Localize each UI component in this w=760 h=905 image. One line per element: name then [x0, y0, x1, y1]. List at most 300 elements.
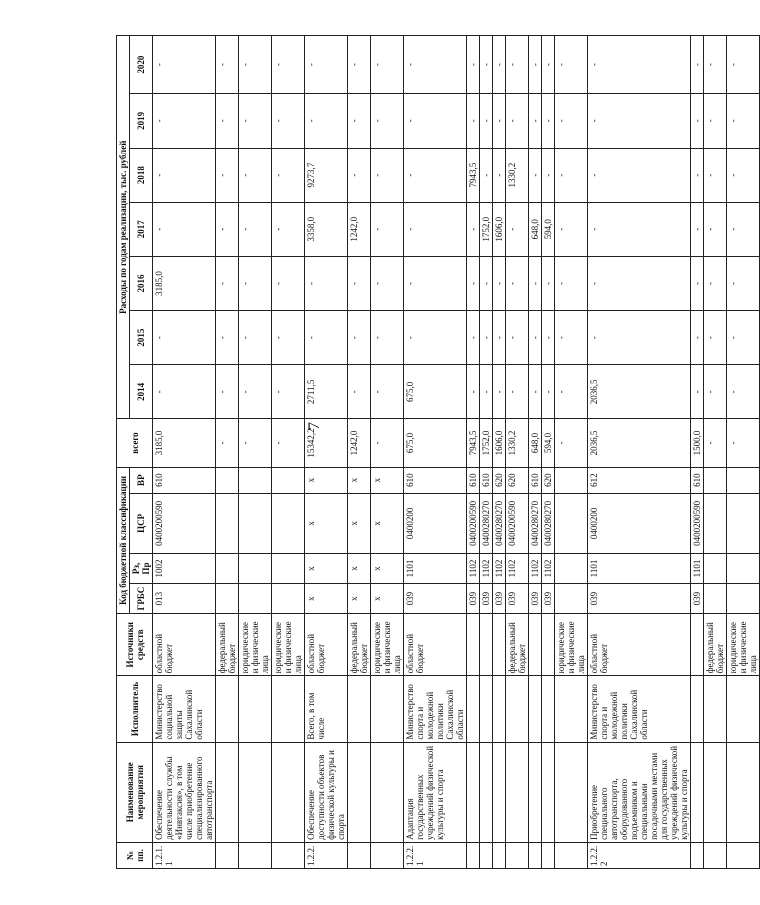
cell-y2016: - — [467, 256, 480, 310]
table-row — [153, 36, 216, 869]
cell-csr: 0400200590 — [153, 493, 216, 553]
header-year: 2015 — [130, 311, 153, 365]
cell-y2015: - — [691, 311, 704, 365]
header-row-1 — [117, 36, 130, 869]
cell-y2019: - — [529, 94, 542, 148]
cell-vr: 620 — [493, 467, 506, 493]
cell-name — [348, 742, 371, 842]
cell-num — [467, 842, 480, 868]
cell-y2014: - — [691, 365, 704, 419]
header-budget-code: Код бюджетной классификации — [117, 467, 130, 614]
cell-csr: 0400200590 — [691, 493, 704, 553]
cell-rzpr: x — [305, 553, 348, 583]
cell-y2020: - — [272, 36, 305, 94]
cell-name — [506, 742, 529, 842]
cell-y2018: 1330,2 — [506, 148, 529, 202]
cell-executor: Министерство социальной защиты Сахалинской области — [153, 676, 216, 742]
cell-grbs: 039 — [404, 584, 467, 614]
cell-total: 594,0 — [542, 419, 555, 467]
cell-y2018: - — [555, 148, 588, 202]
cell-y2020: - — [691, 36, 704, 94]
cell-y2020: - — [404, 36, 467, 94]
cell-executor — [555, 676, 588, 742]
cell-y2019: - — [239, 94, 272, 148]
cell-name — [216, 742, 239, 842]
cell-y2014: 675,0 — [404, 365, 467, 419]
cell-y2014: - — [727, 365, 760, 419]
cell-y2020: - — [371, 36, 404, 94]
cell-grbs — [216, 584, 239, 614]
cell-num: 1.2.2.2 — [588, 842, 691, 868]
cell-sources — [493, 614, 506, 676]
cell-y2016: 3185,0 — [153, 256, 216, 310]
cell-y2019: - — [216, 94, 239, 148]
cell-csr — [727, 493, 760, 553]
cell-total: 3185,0 — [153, 419, 216, 467]
cell-y2020: - — [305, 36, 348, 94]
cell-name — [555, 742, 588, 842]
table-row — [493, 36, 506, 869]
cell-executor: Министерство спорта и молодежной политики Сахалинской области — [588, 676, 691, 742]
cell-num — [239, 842, 272, 868]
header-sources: Источники средств — [117, 614, 153, 676]
cell-y2017: 3358,0 — [305, 202, 348, 256]
cell-total: 7943,5 — [467, 419, 480, 467]
cell-num: 1.2.2. — [305, 842, 348, 868]
cell-name: Обеспечение доступности объектов физической культуры и спорта — [305, 742, 348, 842]
table-row — [555, 36, 588, 869]
cell-rzpr — [555, 553, 588, 583]
cell-y2018: - — [371, 148, 404, 202]
header-year: 2018 — [130, 148, 153, 202]
cell-grbs: x — [371, 584, 404, 614]
header-year: 2017 — [130, 202, 153, 256]
cell-executor — [480, 676, 493, 742]
cell-y2016: - — [588, 256, 691, 310]
cell-grbs: 013 — [153, 584, 216, 614]
cell-grbs: 039 — [467, 584, 480, 614]
cell-y2014: - — [272, 365, 305, 419]
cell-y2016: - — [371, 256, 404, 310]
cell-y2018: - — [691, 148, 704, 202]
cell-vr: x — [305, 467, 348, 493]
cell-y2014: - — [239, 365, 272, 419]
cell-grbs: 039 — [588, 584, 691, 614]
cell-executor — [542, 676, 555, 742]
cell-y2018: - — [153, 148, 216, 202]
cell-rzpr — [239, 553, 272, 583]
cell-vr — [239, 467, 272, 493]
cell-y2018: 9273,7 — [305, 148, 348, 202]
cell-executor — [272, 676, 305, 742]
cell-sources: федеральный бюджет — [348, 614, 371, 676]
cell-y2015: - — [704, 311, 727, 365]
cell-vr — [216, 467, 239, 493]
cell-csr: 0400280270 — [542, 493, 555, 553]
cell-executor — [348, 676, 371, 742]
cell-vr — [727, 467, 760, 493]
header-year: 2016 — [130, 256, 153, 310]
cell-y2018: - — [404, 148, 467, 202]
cell-y2017: - — [691, 202, 704, 256]
cell-executor — [529, 676, 542, 742]
cell-sources: юридические и физические лица — [555, 614, 588, 676]
cell-y2018: - — [493, 148, 506, 202]
cell-y2017: - — [727, 202, 760, 256]
cell-y2020: - — [727, 36, 760, 94]
cell-vr — [272, 467, 305, 493]
cell-csr: 0400200 — [588, 493, 691, 553]
cell-csr: 0400280270 — [480, 493, 493, 553]
cell-y2018: - — [239, 148, 272, 202]
cell-y2019: - — [153, 94, 216, 148]
cell-rzpr — [272, 553, 305, 583]
cell-total: 2036,5 — [588, 419, 691, 467]
cell-y2015: - — [727, 311, 760, 365]
cell-y2015: - — [305, 311, 348, 365]
cell-num — [529, 842, 542, 868]
cell-vr — [704, 467, 727, 493]
cell-name — [691, 742, 704, 842]
cell-vr: 610 — [467, 467, 480, 493]
cell-executor — [506, 676, 529, 742]
cell-y2015: - — [371, 311, 404, 365]
cell-y2018: 7943,5 — [467, 148, 480, 202]
cell-csr: 0400200 — [404, 493, 467, 553]
cell-total: 1242,0 — [348, 419, 371, 467]
cell-vr: 610 — [480, 467, 493, 493]
cell-rzpr — [727, 553, 760, 583]
cell-y2017: 648,0 — [529, 202, 542, 256]
cell-name — [542, 742, 555, 842]
table-row — [404, 36, 467, 869]
cell-y2016: - — [404, 256, 467, 310]
cell-total: - — [727, 419, 760, 467]
cell-sources — [529, 614, 542, 676]
cell-num — [348, 842, 371, 868]
cell-num: 1.2.1.1 — [153, 842, 216, 868]
cell-y2015: - — [239, 311, 272, 365]
header-num: № пп. — [117, 842, 153, 868]
cell-y2018: - — [480, 148, 493, 202]
cell-y2017: - — [704, 202, 727, 256]
cell-rzpr: 1102 — [542, 553, 555, 583]
cell-y2016: - — [480, 256, 493, 310]
cell-y2020: - — [480, 36, 493, 94]
budget-table — [116, 35, 760, 869]
cell-total: - — [371, 419, 404, 467]
cell-executor — [467, 676, 480, 742]
cell-y2018: - — [272, 148, 305, 202]
cell-y2014: - — [555, 365, 588, 419]
cell-y2014: - — [493, 365, 506, 419]
cell-y2020: - — [348, 36, 371, 94]
cell-grbs: 039 — [506, 584, 529, 614]
cell-y2018: - — [216, 148, 239, 202]
cell-y2017: - — [239, 202, 272, 256]
cell-y2019: - — [588, 94, 691, 148]
cell-total: 1752,0 — [480, 419, 493, 467]
budget-table-wrapper — [116, 35, 758, 869]
cell-vr: x — [371, 467, 404, 493]
cell-y2015: - — [153, 311, 216, 365]
cell-name — [727, 742, 760, 842]
table-row — [542, 36, 555, 869]
cell-y2014: - — [480, 365, 493, 419]
cell-sources: юридические и физические лица — [272, 614, 305, 676]
cell-grbs: x — [348, 584, 371, 614]
cell-sources — [542, 614, 555, 676]
cell-num — [555, 842, 588, 868]
table-row — [467, 36, 480, 869]
cell-vr: 620 — [542, 467, 555, 493]
cell-num — [727, 842, 760, 868]
cell-y2014: - — [153, 365, 216, 419]
table-row — [506, 36, 529, 869]
cell-total: 1606,0 — [493, 419, 506, 467]
cell-vr — [555, 467, 588, 493]
cell-y2015: - — [272, 311, 305, 365]
cell-grbs — [704, 584, 727, 614]
cell-y2018: - — [542, 148, 555, 202]
cell-y2017: 594,0 — [542, 202, 555, 256]
header-rzpr: Рз, Пр — [130, 553, 153, 583]
cell-total: 648,0 — [529, 419, 542, 467]
table-row — [371, 36, 404, 869]
header-year: 2020 — [130, 36, 153, 94]
cell-y2014: - — [506, 365, 529, 419]
cell-y2019: - — [506, 94, 529, 148]
cell-y2016: - — [272, 256, 305, 310]
table-row — [216, 36, 239, 869]
cell-grbs: x — [305, 584, 348, 614]
cell-y2017: - — [153, 202, 216, 256]
cell-y2019: - — [691, 94, 704, 148]
cell-rzpr: 1102 — [506, 553, 529, 583]
cell-y2015: - — [588, 311, 691, 365]
header-executor: Исполнитель — [117, 676, 153, 742]
cell-csr — [272, 493, 305, 553]
cell-grbs: 039 — [493, 584, 506, 614]
cell-y2019: - — [727, 94, 760, 148]
cell-y2017: - — [216, 202, 239, 256]
cell-csr — [216, 493, 239, 553]
cell-vr: 610 — [691, 467, 704, 493]
cell-y2020: - — [588, 36, 691, 94]
cell-y2016: - — [691, 256, 704, 310]
header-grbs: ГРБС — [130, 584, 153, 614]
cell-csr: 0400280270 — [493, 493, 506, 553]
cell-name — [239, 742, 272, 842]
cell-y2015: - — [555, 311, 588, 365]
cell-sources: областной бюджет — [404, 614, 467, 676]
cell-y2019: - — [404, 94, 467, 148]
cell-sources: федеральный бюджет — [506, 614, 529, 676]
cell-name: Обеспечение деятельности службы «Инвтаксия», в том числе приобретение специализированного автотранспорта — [153, 742, 216, 842]
cell-y2016: - — [727, 256, 760, 310]
cell-name — [467, 742, 480, 842]
cell-executor — [239, 676, 272, 742]
cell-executor: Всего, в том числе — [305, 676, 348, 742]
cell-y2019: - — [305, 94, 348, 148]
cell-y2015: - — [404, 311, 467, 365]
cell-y2019: - — [467, 94, 480, 148]
cell-y2016: - — [506, 256, 529, 310]
cell-y2020: - — [506, 36, 529, 94]
cell-rzpr: 1102 — [467, 553, 480, 583]
table-row — [704, 36, 727, 869]
cell-name — [493, 742, 506, 842]
cell-name: Адаптация государственных учреждений физической культуры и спорта — [404, 742, 467, 842]
cell-grbs: 039 — [480, 584, 493, 614]
cell-y2020: - — [239, 36, 272, 94]
cell-y2017: - — [272, 202, 305, 256]
cell-total: 1500,0 — [691, 419, 704, 467]
cell-y2016: - — [529, 256, 542, 310]
cell-grbs: 039 — [542, 584, 555, 614]
cell-y2017: 1752,0 — [480, 202, 493, 256]
cell-y2020: - — [493, 36, 506, 94]
table-row — [691, 36, 704, 869]
cell-num — [542, 842, 555, 868]
cell-y2015: - — [542, 311, 555, 365]
header-total: всего — [117, 419, 153, 467]
cell-rzpr: 1102 — [480, 553, 493, 583]
table-body — [153, 36, 760, 869]
page-number: 7 — [306, 422, 323, 430]
cell-sources — [691, 614, 704, 676]
cell-vr: 612 — [588, 467, 691, 493]
cell-total: - — [555, 419, 588, 467]
cell-name — [704, 742, 727, 842]
cell-csr: x — [348, 493, 371, 553]
cell-y2016: - — [493, 256, 506, 310]
cell-sources: областной бюджет — [588, 614, 691, 676]
cell-y2017: - — [371, 202, 404, 256]
cell-csr: x — [305, 493, 348, 553]
cell-y2014: - — [467, 365, 480, 419]
cell-y2019: - — [348, 94, 371, 148]
cell-sources: областной бюджет — [153, 614, 216, 676]
cell-name — [529, 742, 542, 842]
cell-y2020: - — [555, 36, 588, 94]
cell-name — [272, 742, 305, 842]
cell-y2017: - — [588, 202, 691, 256]
cell-rzpr: 1101 — [404, 553, 467, 583]
cell-name — [480, 742, 493, 842]
cell-rzpr: 1102 — [493, 553, 506, 583]
cell-grbs — [555, 584, 588, 614]
cell-sources: федеральный бюджет — [216, 614, 239, 676]
cell-sources: юридические и физические лица — [371, 614, 404, 676]
cell-y2019: - — [542, 94, 555, 148]
cell-y2020: - — [153, 36, 216, 94]
cell-y2017: - — [404, 202, 467, 256]
cell-sources: областной бюджет — [305, 614, 348, 676]
cell-y2015: - — [480, 311, 493, 365]
cell-y2020: - — [542, 36, 555, 94]
cell-executor — [493, 676, 506, 742]
header-vr: ВР — [130, 467, 153, 493]
cell-y2017: 1606,0 — [493, 202, 506, 256]
header-year: 2014 — [130, 365, 153, 419]
table-row — [348, 36, 371, 869]
cell-num — [272, 842, 305, 868]
cell-y2019: - — [555, 94, 588, 148]
cell-y2014: - — [542, 365, 555, 419]
cell-y2016: - — [348, 256, 371, 310]
cell-rzpr — [704, 553, 727, 583]
cell-vr: x — [348, 467, 371, 493]
cell-y2020: - — [704, 36, 727, 94]
cell-sources — [480, 614, 493, 676]
cell-rzpr: 1101 — [691, 553, 704, 583]
table-row — [480, 36, 493, 869]
cell-num — [480, 842, 493, 868]
cell-num — [691, 842, 704, 868]
table-row — [305, 36, 348, 869]
cell-vr: 620 — [506, 467, 529, 493]
cell-num — [371, 842, 404, 868]
table-row — [727, 36, 760, 869]
cell-y2019: - — [272, 94, 305, 148]
cell-y2020: - — [467, 36, 480, 94]
cell-y2018: - — [727, 148, 760, 202]
cell-sources — [467, 614, 480, 676]
cell-total: - — [704, 419, 727, 467]
cell-y2015: - — [348, 311, 371, 365]
cell-csr: x — [371, 493, 404, 553]
cell-total: 15342,2 — [305, 419, 348, 467]
cell-y2020: - — [529, 36, 542, 94]
cell-rzpr: 1002 — [153, 553, 216, 583]
cell-grbs — [727, 584, 760, 614]
cell-name: Приобретение специального автотранспорта, оборудованного подъемником и специальными посадочными местами для государственных учреждений физической культуры и спорта — [588, 742, 691, 842]
header-csr: ЦСР — [130, 493, 153, 553]
cell-rzpr: 1101 — [588, 553, 691, 583]
cell-csr — [555, 493, 588, 553]
cell-total: - — [216, 419, 239, 467]
cell-y2020: - — [216, 36, 239, 94]
cell-y2015: - — [493, 311, 506, 365]
cell-y2016: - — [239, 256, 272, 310]
cell-sources: федеральный бюджет — [704, 614, 727, 676]
cell-num — [506, 842, 529, 868]
cell-num — [216, 842, 239, 868]
cell-rzpr: x — [348, 553, 371, 583]
cell-y2015: - — [529, 311, 542, 365]
cell-y2016: - — [555, 256, 588, 310]
cell-sources: юридические и физические лица — [239, 614, 272, 676]
header-name: Наименование мероприятия — [117, 742, 153, 842]
cell-y2019: - — [704, 94, 727, 148]
cell-executor — [691, 676, 704, 742]
cell-csr: 0400280270 — [529, 493, 542, 553]
cell-executor — [371, 676, 404, 742]
cell-executor — [704, 676, 727, 742]
cell-y2015: - — [467, 311, 480, 365]
cell-rzpr: 1102 — [529, 553, 542, 583]
cell-y2019: - — [480, 94, 493, 148]
header-expenses: Расходы по годам реализации, тыс. рублей — [117, 36, 130, 419]
cell-vr: 610 — [529, 467, 542, 493]
cell-y2017: - — [555, 202, 588, 256]
cell-executor — [216, 676, 239, 742]
cell-y2017: - — [506, 202, 529, 256]
table-row — [239, 36, 272, 869]
cell-y2014: 2711,5 — [305, 365, 348, 419]
cell-total: - — [239, 419, 272, 467]
